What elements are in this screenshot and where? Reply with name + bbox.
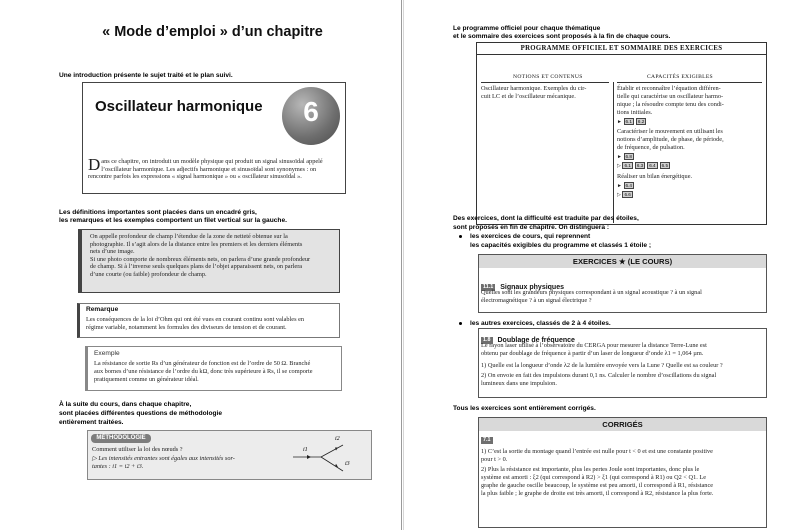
intro-line: rencontre parfois les expressions « signal harmonique » ou « oscillateur sinusoïdal ». [88,173,302,181]
annotation-exercises-bullet2 [453,320,611,328]
notion-line: Oscillateur harmonique. Exemples du cir- [481,85,587,92]
example-line: aux bornes d’une résistance de l’ordre du kΩ, donc très supérieure à Rs, il se comporte [94,368,313,375]
bullet-icon [459,322,462,325]
annotation-methodology: À la suite du cours, dans chaque chapitre, [59,401,192,408]
capacity-line: nique ; la résoudre compte tenu des condi- [617,101,724,108]
programme-table [476,42,767,225]
capacity-line: Caractériser le mouvement en utilisant les [617,128,723,135]
exercise-ref[interactable]: 6.6 [624,192,631,197]
dropcap-letter: D [88,155,101,174]
annotation-methodology-line3: entièrement traitées. [59,419,124,426]
example-line: pratiquement comme un générateur idéal. [94,376,199,383]
capacity-line: Établir et reconnaître l’équation différen- [617,85,721,92]
annotation-exercises-line2: sont proposés en fin de chapitre. On distinguera : [453,224,610,231]
node-diagram [283,435,368,477]
exercise-number: 1.8 [483,336,491,343]
correction-line: la plus faible ; le graphe de droite est très amorti, il correspond à R2, résistance la plus forte. [481,490,714,497]
column-header-notions: NOTIONS ET CONTENUS [513,74,583,80]
exercise-ref[interactable]: 6.1 [625,119,632,124]
label-i3: i3 [345,461,350,467]
programme-header: PROGRAMME OFFICIEL ET SOMMAIRE DES EXERCICES [477,43,766,55]
correction-number: 7.1 [483,437,491,443]
remark-line: Les conséquences de la loi d’Ohm qui ont été vues en courant continu sont valables en [86,316,305,323]
correction-line: système est amorti : ξ2 (qui correspond à R2) > ξ1 (qui correspond à R1) ou Q2 < Q1. Le [481,474,707,481]
remark-title: Remarque [86,306,119,313]
exercise-ref[interactable]: 6.4 [649,163,656,168]
column-rule [617,82,762,83]
capacity-line: de fréquence, de pulsation. [617,144,685,151]
capacity-line: tielle qui caractérise un oscillateur harmo- [617,93,724,100]
exercise-title: Doublage de fréquence [497,336,575,344]
methodology-badge: MÉTHODOLOGIE [91,434,151,443]
arrow-icon: ► [617,155,622,160]
definition-text [90,233,336,279]
methodology-question: Comment utiliser la loi des nœuds ? [92,446,183,453]
exercise-line: 2) On envoie en fait des impulsions durant 0,1 ns. Calculer le nombre d’oscillations du signal [481,372,717,379]
exercise-refs [617,162,672,171]
column-separator [613,82,614,223]
intro-line: ans ce chapitre, on introduit un modèle physique qui produit un signal sinusoïdal appelé [101,158,323,165]
chapter-header-box [82,82,346,194]
chapter-intro [88,155,338,181]
annotation-exercises-bullet1 [453,233,590,241]
exercise-ref[interactable]: 6.8 [625,154,632,159]
chapter-number: 6 [303,96,319,127]
correction-line: pour t > 0. [481,456,508,463]
column-rule [481,82,609,83]
page-gutter-shadow [403,0,404,530]
exercises-cours-header: EXERCICES ★ (LE COURS) [478,254,767,269]
exercise-autre-box [478,328,767,398]
methodology-answer: tantes : i1 = i2 + i3. [92,463,144,470]
bullet-icon [459,235,462,238]
corriges-box [478,431,767,528]
example-line: La résistance de sortie Rs d’un générateur de fonction est de l’ordre de 50 Ω. Branché [94,360,311,367]
exercise-refs [617,191,635,200]
corriges-header: CORRIGÉS [478,417,767,432]
example-box [85,346,342,391]
notion-line: cuit LC et de l’oscillateur mécanique. [481,93,576,100]
definition-line: nets d’une image. [90,248,135,256]
capacity-line: Réaliser un bilan énergétique. [617,173,693,180]
annotation-exercises: Des exercices, dont la difficulté est traduite par des étoiles, [453,215,639,222]
annotation-definitions: Les définitions importantes sont placées dans un encadré gris, [59,209,257,216]
exercise-title: Signaux physiques [500,283,564,291]
annotation-exercises-bullet1-line2: les capacités exigibles du programme et classés 1 étoile ; [470,242,652,249]
bullet-text: les autres exercices, classés de 2 à 4 étoiles. [470,320,611,327]
capacity-line: tions initiales. [617,109,653,116]
intro-line: l’oscillateur harmonique. Les adjectifs harmonique et sinusoïdal sont synonymes : on [101,165,317,173]
arrow-icon: ► [617,184,622,189]
methodology-answer: ▷ Les intensités entrantes sont égales aux intensités sor- [92,455,235,462]
annotation-definitions-line2: les remarques et les exemples comportent un filet vertical sur la gauche. [59,217,287,224]
column-header-capacites: CAPACITÉS EXIGIBLES [647,74,713,80]
definition-box [78,229,340,293]
chapter-number-badge [282,87,340,145]
exercise-refs [617,118,648,127]
definition-line: On appelle profondeur de champ l’étendue de la zone de netteté obtenue sur la [90,233,288,240]
label-i1: i1 [303,447,308,453]
definition-line: Si une photo comporte de nombreux éléments nets, on parlera d’une grande profondeur [90,255,311,263]
correction-line: graphe de gauche oscille beaucoup, le système est peu amorti, il correspond à R1, résistance [481,482,714,489]
exercise-ref[interactable]: 6.4 [625,183,632,188]
exercise-refs [617,153,636,162]
exercise-line: 1) Quelle est la longueur d’onde λ2 de la lumière envoyée vers la Lune ? Quelle est sa couleur ? [481,362,723,369]
arrow-icon: ► [617,120,622,125]
exercise-line: Quelles sont les grandeurs physiques correspondant à un signal acoustique ? à un signal [481,289,702,296]
definition-line: de champ. Si à l’inverse seuls quelques plans de l’objet apparaissent nets, on parlera [90,263,303,271]
annotation-programme: Le programme officiel pour chaque thématique [453,25,601,32]
label-i2: i2 [335,436,340,442]
exercise-ref[interactable]: 6.5 [661,163,668,168]
capacity-line: notions d’amplitude, de phase, de période, [617,136,724,143]
annotation-corriges: Tous les exercices sont entièrement corrigés. [453,405,596,412]
remark-line: régime variable, notamment les formules des diviseurs de tension et de courant. [86,324,287,331]
exercise-number: 11.1 [483,283,494,290]
triangle-icon: ▷ [617,164,621,169]
correction-line: 2) Plus la résistance est importante, plus les pertes Joule sont importantes, donc plus le [481,466,700,473]
definition-line: photographie. Il s’agit alors de la distance entre les premiers et les derniers éléments [90,240,303,248]
annotation-intro: Une introduction présente le sujet traité et le plan suivi. [59,72,233,79]
exercise-line: Le rayon laser utilisé à l’observatoire du CERGA pour mesurer la distance Terre-Lune est [481,342,707,349]
remark-box [77,303,340,338]
correction-line: 1) C’est la sortie du montage quand l’entrée est nulle pour t < 0 et est une constante positive [481,448,713,455]
exercise-line: obtenu par doublage de fréquence à partir d’un laser de longueur d’onde λ1 = 1,064 µm. [481,350,704,357]
example-title: Exemple [94,350,120,357]
bullet-text: les exercices de cours, qui reprennent [470,233,591,240]
methodology-box [87,430,372,480]
exercise-ref[interactable]: 6.2 [637,119,645,124]
page-gutter [401,0,402,530]
exercise-refs [617,182,636,191]
page-title: « Mode d’emploi » d’un chapitre [102,24,323,40]
exercise-line: électromagnétique ? à un signal électrique ? [481,297,592,304]
chapter-title: Oscillateur harmonique [95,98,263,115]
annotation-programme-line2: et le sommaire des exercices sont proposés à la fin de chaque cours. [453,33,671,40]
exercise-ref[interactable]: 6.1 [624,163,631,168]
triangle-icon: ▷ [617,193,621,198]
exercise-ref[interactable]: 6.3 [636,163,644,168]
annotation-methodology-line2: sont placées différentes questions de méthodologie [59,410,223,417]
definition-line: d’une courte (ou faible) profondeur de champ. [90,270,207,278]
exercise-cours-box [478,268,767,313]
exercise-line: lumineux dans une impulsion. [481,380,557,387]
